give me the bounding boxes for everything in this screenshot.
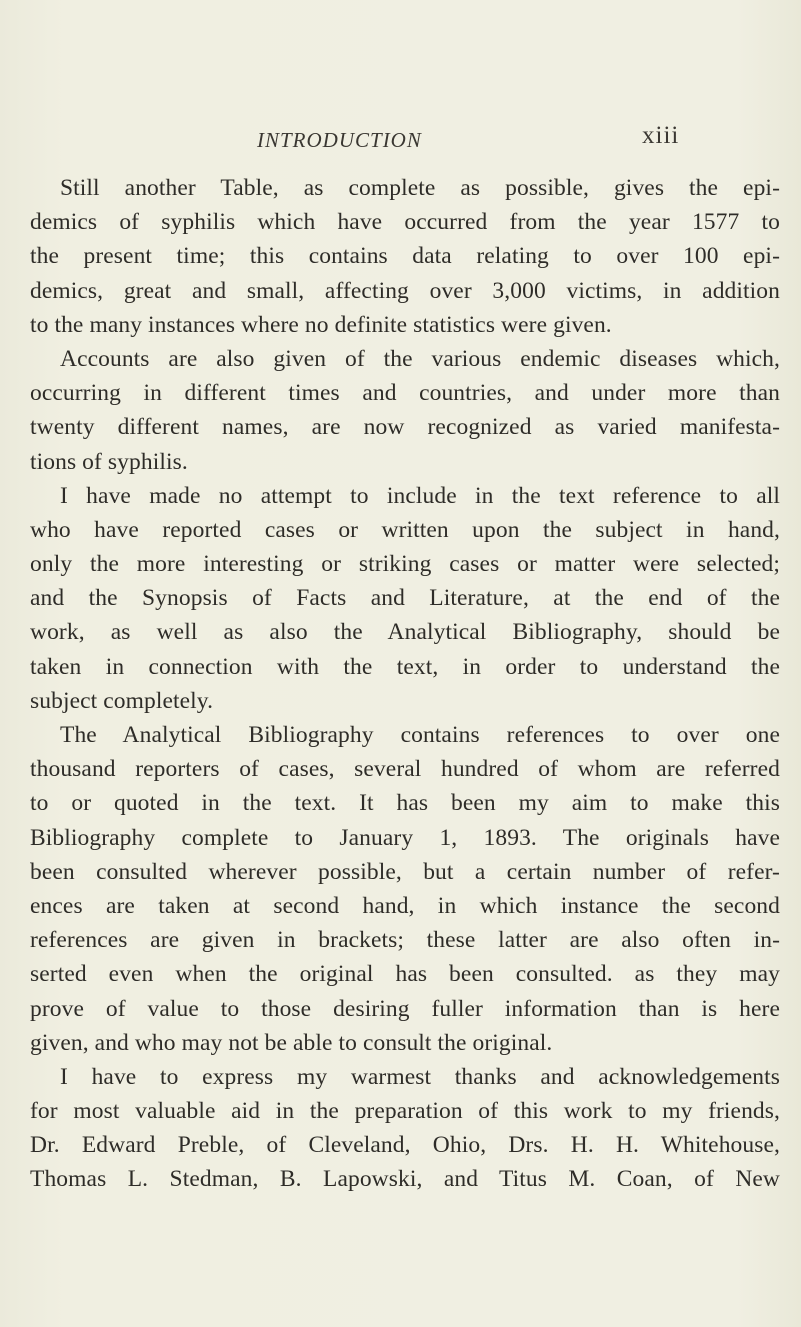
text-line: serted even when the original has been consulted. as they may: [30, 961, 780, 988]
text-line: who have reported cases or written upon the subject in hand,: [30, 516, 780, 543]
text-line: occurring in different times and countries, and under more than: [30, 380, 780, 407]
text-line: work, as well as also the Analytical Bibliography, should be: [30, 619, 780, 646]
text-line: only the more interesting or striking cases or matter were selected;: [30, 551, 780, 578]
text-line: Thomas L. Stedman, B. Lapowski, and Titus M. Coan, of New: [30, 1166, 780, 1193]
text-line: given, and who may not be able to consult the original.: [30, 1029, 553, 1056]
text-line: Dr. Edward Preble, of Cleveland, Ohio, Drs. H. H. Whitehouse,: [30, 1132, 780, 1159]
text-line: references are given in brackets; these latter are also often in-: [30, 927, 780, 954]
text-line: Still another Table, as complete as possible, gives the epi-: [60, 175, 780, 201]
text-line: and the Synopsis of Facts and Literature, at the end of the: [30, 585, 780, 612]
text-line: been consulted wherever possible, but a certain number of refer-: [30, 858, 780, 885]
running-title: INTRODUCTION: [257, 128, 422, 152]
text-line: Accounts are also given of the various endemic diseases which,: [60, 345, 780, 372]
text-line: prove of value to those desiring fuller information than is here: [30, 995, 780, 1022]
text-line: demics, great and small, affecting over 3,000 victims, in addition: [30, 277, 780, 304]
text-line: twenty different names, are now recognized as varied manifesta-: [30, 414, 780, 441]
text-line: Bibliography complete to January 1, 1893. The originals have: [30, 824, 780, 851]
text-line: thousand reporters of cases, several hundred of whom are referred: [30, 756, 780, 783]
running-head: [0, 120, 801, 160]
text-line: I have made no attempt to include in the text reference to all: [60, 482, 780, 509]
text-line: ences are taken at second hand, in which instance the second: [30, 892, 780, 919]
body-text: [30, 171, 780, 1197]
text-line: to the many instances where no definite statistics were given.: [30, 311, 612, 338]
text-line: I have to express my warmest thanks and acknowledgements: [60, 1063, 780, 1090]
text-line: for most valuable aid in the preparation of this work to my friends,: [30, 1098, 780, 1125]
text-line: tions of syphilis.: [30, 448, 188, 475]
text-line: subject completely.: [30, 687, 214, 714]
text-line: to or quoted in the text. It has been my aim to make this: [30, 790, 780, 817]
text-line: taken in connection with the text, in order to understand the: [30, 653, 780, 680]
text-line: the present time; this contains data relating to over 100 epi-: [30, 243, 780, 270]
page-number: xiii: [642, 122, 680, 149]
text-line: demics of syphilis which have occurred from the year 1577 to: [30, 209, 780, 236]
text-line: The Analytical Bibliography contains references to over one: [60, 722, 780, 748]
